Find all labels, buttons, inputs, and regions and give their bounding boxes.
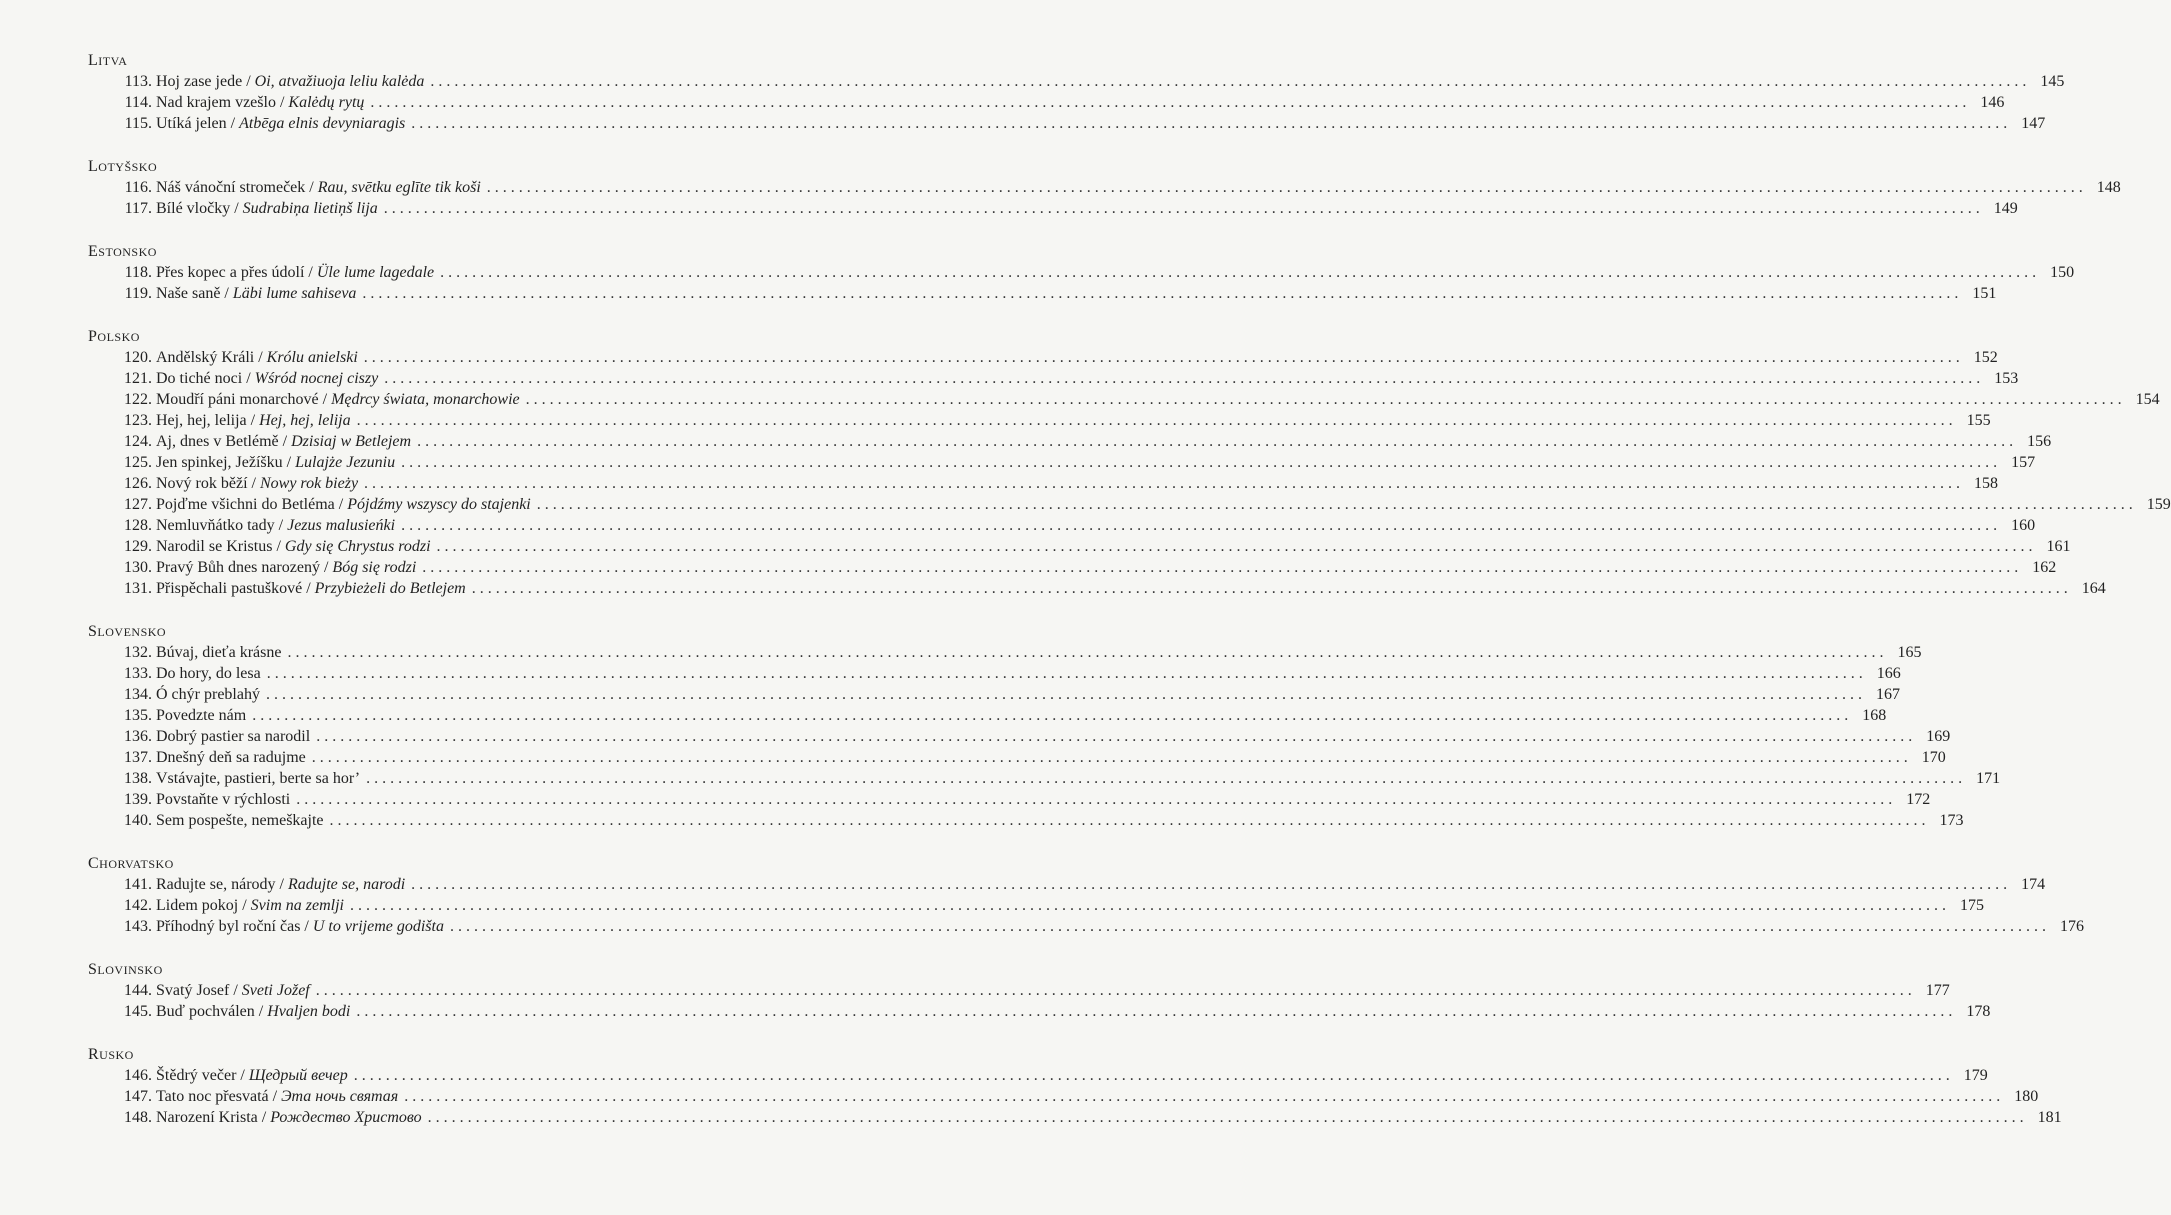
page-number: 161 <box>2046 538 2071 555</box>
original-title: Hej, hej, lelija <box>259 412 351 429</box>
page-number: 153 <box>1994 370 2019 387</box>
entry-number: 123. <box>124 412 152 429</box>
czech-title: Moudří páni monarchové <box>156 391 319 408</box>
entry-number: 127. <box>124 496 152 513</box>
page-number: 164 <box>2081 580 2106 597</box>
entry-title <box>152 874 405 895</box>
entry-number: 146. <box>124 1067 152 1084</box>
page-number: 166 <box>1876 665 1901 682</box>
original-title: Oi, atvažiuoja leliu kalėda <box>254 73 425 90</box>
entry-title <box>152 368 378 389</box>
page-number: 168 <box>1862 707 1887 724</box>
dot-leader: ........................................................................................................................................................................................................ <box>401 517 2002 534</box>
toc-entry <box>88 810 1964 831</box>
original-title: Nowy rok bieży <box>259 475 359 492</box>
title-separator: / <box>282 454 296 471</box>
czech-title: Lidem pokoj <box>156 897 239 914</box>
czech-title: Radujte se, národy <box>156 876 276 893</box>
czech-title: Povstaňte v rýchlosti <box>156 791 291 808</box>
page-number: 145 <box>2040 73 2065 90</box>
entry-title <box>152 515 395 536</box>
czech-title: Hej, hej, lelija <box>156 412 247 429</box>
original-title: Щедрый вечер <box>248 1067 348 1084</box>
entry-title <box>152 71 424 92</box>
toc-entry <box>88 1065 1988 1086</box>
czech-title: Štědrý večer <box>156 1067 237 1084</box>
entry-title <box>152 747 306 768</box>
dot-leader: ........................................................................................................................................................................................................ <box>296 791 1897 808</box>
dot-leader: ........................................................................................................................................................................................................ <box>440 264 2041 281</box>
toc-entry <box>88 980 1950 1001</box>
toc-entry <box>88 1107 2062 1128</box>
dot-leader: ........................................................................................................................................................................................................ <box>370 94 1971 111</box>
dot-leader: ........................................................................................................................................................................................................ <box>265 686 1866 703</box>
entry-title <box>152 113 405 134</box>
page-number: 149 <box>1993 200 2018 217</box>
dot-leader: ........................................................................................................................................................................................................ <box>366 770 1967 787</box>
dot-leader: ........................................................................................................................................................................................................ <box>383 200 1984 217</box>
toc-entry <box>88 283 1997 304</box>
page-number: 154 <box>2135 391 2160 408</box>
entry-title <box>152 663 261 684</box>
dot-leader: ........................................................................................................................................................................................................ <box>401 454 2002 471</box>
original-title: Sveti Jožef <box>241 982 310 999</box>
original-title: Эта ночь святая <box>281 1088 399 1105</box>
entry-number: 122. <box>124 391 152 408</box>
page-number: 180 <box>2014 1088 2039 1105</box>
entry-number: 128. <box>124 517 152 534</box>
entry-title <box>152 177 481 198</box>
czech-title: Do tiché noci <box>156 370 243 387</box>
page-number: 157 <box>2011 454 2036 471</box>
title-separator: / <box>257 1109 271 1126</box>
page-number: 177 <box>1925 982 1950 999</box>
toc-entry <box>88 916 2084 937</box>
page-number: 162 <box>2032 559 2057 576</box>
toc-entry <box>88 368 2019 389</box>
entry-number: 134. <box>124 686 152 703</box>
toc-entry <box>88 473 1999 494</box>
section-heading: CHORVATSKO <box>88 855 174 872</box>
original-title: Dzisiaj w Betlejem <box>291 433 412 450</box>
entry-number: 124. <box>124 433 152 450</box>
entry-title <box>152 895 344 916</box>
toc-entry <box>88 452 2036 473</box>
page-number: 160 <box>2011 517 2036 534</box>
title-separator: / <box>302 580 315 597</box>
toc-entry <box>88 557 2057 578</box>
entry-number: 130. <box>124 559 152 576</box>
dot-leader: ........................................................................................................................................................................................................ <box>411 876 2012 893</box>
dot-leader: ........................................................................................................................................................................................................ <box>486 179 2087 196</box>
toc-section <box>88 50 2065 134</box>
entry-number: 132. <box>124 644 152 661</box>
dot-leader: ........................................................................................................................................................................................................ <box>252 707 1853 724</box>
entry-title <box>152 916 444 937</box>
entry-title <box>152 1001 350 1022</box>
page-number: 169 <box>1926 728 1951 745</box>
entry-title <box>152 578 466 599</box>
dot-leader: ........................................................................................................................................................................................................ <box>266 665 1867 682</box>
entry-number: 137. <box>124 749 152 766</box>
entry-title <box>152 1086 398 1107</box>
czech-title: Naše saně <box>156 285 221 302</box>
entry-title <box>152 1107 422 1128</box>
czech-title: Dnešný deň sa radujme <box>156 749 306 766</box>
entry-title <box>152 452 395 473</box>
czech-title: Tato noc přesvatá <box>156 1088 269 1105</box>
original-title: Mędrcy świata, monarchowie <box>331 391 520 408</box>
dot-leader: ........................................................................................................................................................................................................ <box>536 496 2137 513</box>
toc-entry <box>88 578 2106 599</box>
entry-number: 131. <box>124 580 152 597</box>
title-separator: / <box>268 1088 282 1105</box>
entry-number: 139. <box>124 791 152 808</box>
entry-number: 115. <box>124 115 152 132</box>
czech-title: Andělský Králi <box>156 349 255 366</box>
original-title: Hvaljen bodi <box>267 1003 351 1020</box>
page-number: 167 <box>1875 686 1900 703</box>
page-number: 173 <box>1939 812 1964 829</box>
original-title: Рождество Христово <box>270 1109 422 1126</box>
czech-title: Pojďme všichni do Betléma <box>156 496 335 513</box>
title-separator: / <box>247 475 260 492</box>
title-separator: / <box>274 517 288 534</box>
toc-entry <box>88 768 2001 789</box>
toc-entry <box>88 71 2065 92</box>
entry-number: 119. <box>124 285 152 302</box>
page-number: 171 <box>1976 770 2001 787</box>
entry-title <box>152 726 310 747</box>
entry-number: 126. <box>124 475 152 492</box>
page-number: 146 <box>1980 94 2005 111</box>
entry-title <box>152 684 260 705</box>
dot-leader: ........................................................................................................................................................................................................ <box>384 370 1985 387</box>
original-title: Lulajże Jezuniu <box>295 454 396 471</box>
czech-title: Buď pochválen <box>156 1003 255 1020</box>
entry-number: 118. <box>124 264 152 281</box>
toc-section <box>88 326 2171 599</box>
dot-leader: ........................................................................................................................................................................................................ <box>329 812 1930 829</box>
title-separator: / <box>305 179 318 196</box>
entry-title <box>152 1065 348 1086</box>
dot-leader: ........................................................................................................................................................................................................ <box>364 475 1965 492</box>
czech-title: Aj, dnes v Betlémě <box>156 433 279 450</box>
dot-leader: ........................................................................................................................................................................................................ <box>436 538 2037 555</box>
entry-title <box>152 980 310 1001</box>
dot-leader: ........................................................................................................................................................................................................ <box>363 349 1964 366</box>
title-separator: / <box>236 1067 249 1084</box>
czech-title: Narození Krista <box>156 1109 258 1126</box>
dot-leader: ........................................................................................................................................................................................................ <box>427 1109 2028 1126</box>
czech-title: Pravý Bůh dnes narozený <box>156 559 320 576</box>
page-number: 148 <box>2096 179 2121 196</box>
title-separator: / <box>318 391 332 408</box>
page-number: 178 <box>1966 1003 1991 1020</box>
title-separator: / <box>242 73 255 90</box>
entry-number: 142. <box>124 897 152 914</box>
title-separator: / <box>300 918 313 935</box>
toc-entry <box>88 177 2121 198</box>
page-number: 159 <box>2146 496 2171 513</box>
title-separator: / <box>334 496 348 513</box>
toc-entry <box>88 663 1901 684</box>
title-separator: / <box>229 982 242 999</box>
toc-entry <box>88 92 2005 113</box>
dot-leader: ........................................................................................................................................................................................................ <box>422 559 2023 576</box>
entry-number: 144. <box>124 982 152 999</box>
toc-entry <box>88 1086 2039 1107</box>
toc-entry <box>88 113 2046 134</box>
czech-title: Do hory, do lesa <box>156 665 261 682</box>
entry-title <box>152 262 434 283</box>
dot-leader: ........................................................................................................................................................................................................ <box>430 73 2031 90</box>
title-separator: / <box>275 876 288 893</box>
dot-leader: ........................................................................................................................................................................................................ <box>356 412 1957 429</box>
page-number: 165 <box>1897 644 1922 661</box>
entry-title <box>152 92 364 113</box>
toc-entry <box>88 536 2071 557</box>
dot-leader: ........................................................................................................................................................................................................ <box>350 897 1950 914</box>
original-title: Läbi lume sahiseva <box>232 285 357 302</box>
entry-number: 141. <box>124 876 152 893</box>
page-number: 172 <box>1906 791 1931 808</box>
original-title: Pójdźmy wszyscy do stajenki <box>347 496 531 513</box>
section-heading: POLSKO <box>88 328 140 345</box>
entry-number: 114. <box>124 94 152 111</box>
title-separator: / <box>238 897 251 914</box>
toc-section <box>88 853 2084 937</box>
entry-number: 135. <box>124 707 152 724</box>
original-title: Kalėdų rytų <box>288 94 365 111</box>
original-title: Rau, svētku eglīte tik koši <box>317 179 481 196</box>
original-title: Jezus malusieńki <box>287 517 396 534</box>
page-number: 152 <box>1973 349 1998 366</box>
title-separator: / <box>254 349 267 366</box>
original-title: Svim na zemlji <box>250 897 344 914</box>
entry-number: 113. <box>124 73 152 90</box>
czech-title: Nad krajem vzešlo <box>156 94 276 111</box>
czech-title: Utíká jelen <box>156 115 227 132</box>
entry-title <box>152 557 416 578</box>
section-heading: RUSKO <box>88 1046 134 1063</box>
czech-title: Dobrý pastier sa narodil <box>156 728 311 745</box>
title-separator: / <box>230 200 243 217</box>
entry-title <box>152 473 358 494</box>
entry-title <box>152 389 520 410</box>
czech-title: Sem pospešte, nemeškajte <box>156 812 324 829</box>
toc-entry <box>88 747 1946 768</box>
czech-title: Svatý Josef <box>156 982 230 999</box>
czech-title: Přispěchali pastuškové <box>156 580 303 597</box>
toc-entry <box>88 198 2018 219</box>
czech-title: Narodil se Kristus <box>156 538 273 555</box>
toc-entry <box>88 389 2160 410</box>
entry-title <box>152 789 290 810</box>
original-title: Przybieżeli do Betlejem <box>314 580 466 597</box>
czech-title: Jen spinkej, Ježíšku <box>156 454 283 471</box>
entry-title <box>152 536 431 557</box>
section-heading: LOTYŠSKO <box>88 158 158 175</box>
czech-title: Náš vánoční stromeček <box>156 179 306 196</box>
section-heading: LITVA <box>88 52 128 69</box>
page-number: 151 <box>1972 285 1997 302</box>
entry-number: 145. <box>124 1003 152 1020</box>
entry-number: 129. <box>124 538 152 555</box>
toc-entry <box>88 515 2036 536</box>
section-heading: SLOVINSKO <box>88 961 163 978</box>
title-separator: / <box>319 559 333 576</box>
table-of-contents <box>88 50 2171 1150</box>
page-number: 181 <box>2037 1109 2062 1126</box>
dot-leader: ........................................................................................................................................................................................................ <box>411 115 2012 132</box>
entry-number: 140. <box>124 812 152 829</box>
section-heading: ESTONSKO <box>88 243 157 260</box>
entry-title <box>152 198 378 219</box>
czech-title: Ó chýr preblahý <box>156 686 260 703</box>
toc-section <box>88 621 2001 831</box>
page-number: 147 <box>2021 115 2046 132</box>
toc-entry <box>88 684 1900 705</box>
dot-leader: ........................................................................................................................................................................................................ <box>525 391 2126 408</box>
entry-number: 121. <box>124 370 152 387</box>
original-title: Królu anielski <box>266 349 358 366</box>
original-title: Bóg się rodzi <box>332 559 417 576</box>
entry-title <box>152 768 360 789</box>
dot-leader: ........................................................................................................................................................................................................ <box>316 728 1917 745</box>
entry-number: 136. <box>124 728 152 745</box>
toc-entry <box>88 726 1951 747</box>
entry-title <box>152 642 281 663</box>
title-separator: / <box>220 285 233 302</box>
toc-entry <box>88 642 1922 663</box>
dot-leader: ........................................................................................................................................................................................................ <box>417 433 2018 450</box>
dot-leader: ........................................................................................................................................................................................................ <box>311 749 1912 766</box>
page-number: 150 <box>2050 264 2075 281</box>
dot-leader: ........................................................................................................................................................................................................ <box>362 285 1963 302</box>
title-separator: / <box>272 538 285 555</box>
original-title: Radujte se, narodi <box>287 876 406 893</box>
entry-number: 116. <box>124 179 152 196</box>
original-title: Sudrabiņa lietiņš lija <box>242 200 378 217</box>
original-title: Wśród nocnej ciszy <box>254 370 379 387</box>
entry-title <box>152 810 324 831</box>
entry-title <box>152 705 246 726</box>
toc-entry <box>88 347 1998 368</box>
dot-leader: ........................................................................................................................................................................................................ <box>471 580 2072 597</box>
entry-number: 143. <box>124 918 152 935</box>
toc-entry <box>88 1001 1991 1022</box>
entry-title <box>152 431 411 452</box>
czech-title: Bílé vločky <box>156 200 231 217</box>
entry-number: 138. <box>124 770 152 787</box>
title-separator: / <box>242 370 255 387</box>
toc-entry <box>88 431 2052 452</box>
title-separator: / <box>226 115 240 132</box>
title-separator: / <box>275 94 289 111</box>
toc-entry <box>88 895 1984 916</box>
entry-number: 147. <box>124 1088 152 1105</box>
toc-entry <box>88 262 2075 283</box>
page-number: 158 <box>1974 475 1999 492</box>
entry-number: 148. <box>124 1109 152 1126</box>
czech-title: Přes kopec a přes údolí <box>156 264 305 281</box>
page-number: 170 <box>1921 749 1946 766</box>
section-heading: SLOVENSKO <box>88 623 167 640</box>
entry-title <box>152 494 531 515</box>
page-number: 176 <box>2059 918 2084 935</box>
page-number: 155 <box>1966 412 1991 429</box>
entry-number: 120. <box>124 349 152 366</box>
original-title: Atbēga elnis devyniaragis <box>239 115 406 132</box>
czech-title: Příhodný byl roční čas <box>156 918 301 935</box>
dot-leader: ........................................................................................................................................................................................................ <box>353 1067 1954 1084</box>
dot-leader: ........................................................................................................................................................................................................ <box>404 1088 2005 1105</box>
title-separator: / <box>246 412 260 429</box>
title-separator: / <box>254 1003 268 1020</box>
entry-title <box>152 410 351 431</box>
page-number: 175 <box>1960 897 1984 914</box>
czech-title: Vstávajte, pastieri, berte sa hor’ <box>156 770 361 787</box>
toc-section <box>88 1044 2062 1128</box>
original-title: U to vrijeme godišta <box>312 918 444 935</box>
toc-entry <box>88 494 2171 515</box>
title-separator: / <box>278 433 292 450</box>
toc-section <box>88 241 2075 304</box>
page-number: 179 <box>1963 1067 1988 1084</box>
toc-section <box>88 156 2121 219</box>
toc-entry <box>88 789 1931 810</box>
toc-entry <box>88 874 2046 895</box>
entry-title <box>152 283 356 304</box>
czech-title: Povedzte nám <box>156 707 247 724</box>
original-title: Üle lume lagedale <box>316 264 435 281</box>
toc-section <box>88 959 1991 1022</box>
entry-number: 133. <box>124 665 152 682</box>
original-title: Gdy się Chrystus rodzi <box>284 538 431 555</box>
toc-entry <box>88 410 1991 431</box>
dot-leader: ........................................................................................................................................................................................................ <box>315 982 1916 999</box>
page-number: 156 <box>2027 433 2052 450</box>
dot-leader: ........................................................................................................................................................................................................ <box>449 918 2050 935</box>
dot-leader: ........................................................................................................................................................................................................ <box>287 644 1888 661</box>
dot-leader: ........................................................................................................................................................................................................ <box>356 1003 1957 1020</box>
page-number: 174 <box>2021 876 2046 893</box>
title-separator: / <box>304 264 317 281</box>
entry-title <box>152 347 358 368</box>
czech-title: Nemluvňátko tady <box>156 517 275 534</box>
toc-entry <box>88 705 1887 726</box>
czech-title: Nový rok běží <box>156 475 248 492</box>
czech-title: Hoj zase jede <box>156 73 243 90</box>
czech-title: Búvaj, dieťa krásne <box>156 644 282 661</box>
entry-number: 125. <box>124 454 152 471</box>
entry-number: 117. <box>124 200 152 217</box>
